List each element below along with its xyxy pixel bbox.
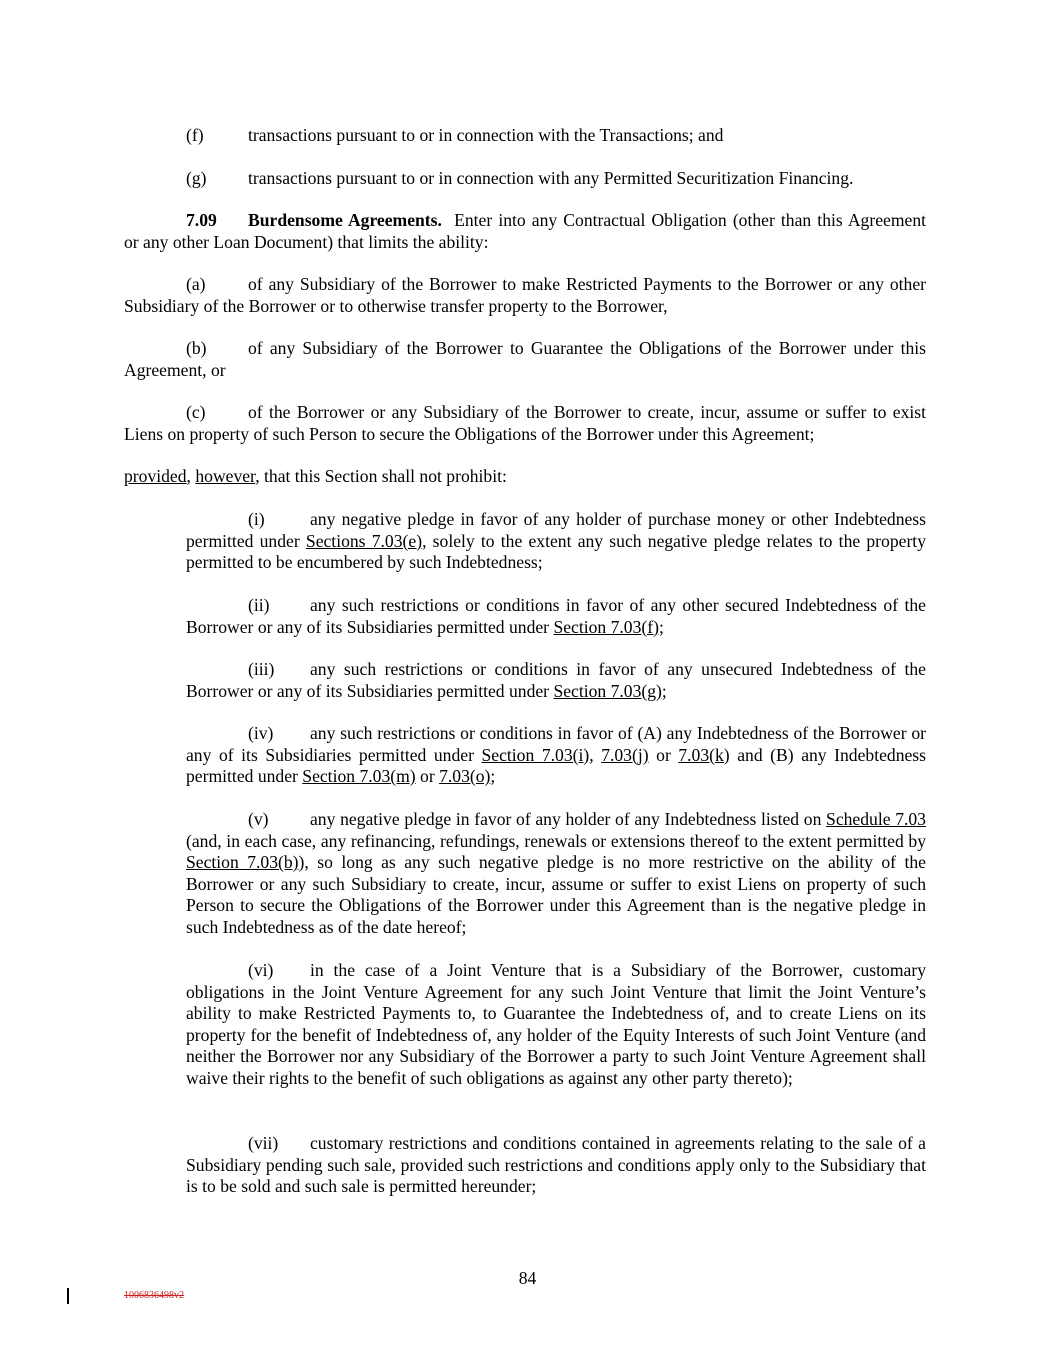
exception-iii — [186, 659, 926, 702]
exception-text: ; — [658, 616, 664, 637]
exception-text: in the case of a Joint Venture that is a Subsidiary of the Borrower, customary obligations in the Joint Venture Agreement for any such Joint Venture that limit the Joint Venture’s ability to make Restricted Payments to, to Guarantee the Indebtedness of, and to create Liens on its property for the benefit of Indebtedness of, any holder of the Equity Interests of such Joint Venture (and neither the Borrower nor any Subsidiary of the Borrower a party to such Joint Venture Agreement shall waive their rights to the benefit of such obligations as against any other party thereto); — [186, 960, 926, 1088]
proviso-provided: provided — [124, 466, 187, 486]
exception-iv — [186, 723, 926, 788]
clause-text: of the Borrower or any Subsidiary of the Borrower to create, incur, assume or suffer to exist Liens on property of such Person to secure the Obligations of the Borrower under this Agreement; — [124, 402, 926, 444]
exception-label: (iii) — [248, 659, 275, 679]
exception-vi — [186, 960, 926, 1090]
clause-text: of any Subsidiary of the Borrower to make Restricted Payments to the Borrower or any other Subsidiary of the Borrower or to otherwise transfer property to the Borrower, — [124, 274, 926, 316]
exception-text: any negative pledge in favor of any holder of any Indebtedness listed on — [310, 809, 827, 829]
item-f — [124, 125, 926, 147]
section-7-09 — [124, 210, 926, 253]
proviso-sep: , — [186, 466, 196, 486]
exception-text: or — [648, 744, 679, 765]
exception-text: and (B) any Indebtedness permitted under — [186, 744, 926, 787]
page-number: 84 — [518, 1268, 537, 1288]
section-reference: Section 7.03(m) — [302, 766, 416, 787]
clause-label: (b) — [186, 338, 207, 358]
exception-label: (v) — [248, 809, 269, 829]
clause-b — [124, 338, 926, 381]
item-g — [124, 168, 926, 190]
clause-text: of any Subsidiary of the Borrower to Guarantee the Obligations of the Borrower under this Agreement, or — [124, 338, 926, 380]
section-reference: 7.03(j) — [601, 744, 649, 765]
exception-text: any such restrictions or conditions in favor of any other secured Indebtedness of the Borrower or any of its Subsidiaries permitted under — [186, 595, 926, 637]
clause-a — [124, 274, 926, 317]
proviso-rest: , that this Section shall not prohibit: — [255, 466, 507, 486]
clause-label: (a) — [186, 274, 206, 294]
item-label: (f) — [186, 125, 204, 145]
section-title: Burdensome Agreements. — [248, 210, 442, 230]
item-text: transactions pursuant to or in connection with any Permitted Securitization Financing. — [248, 168, 854, 188]
exception-label: (ii) — [248, 595, 270, 615]
exception-label: (i) — [248, 509, 265, 529]
exception-text: ), so long as any such negative pledge is no more restrictive on the ability of the Borrower or any such Subsidiary to create, incur, assume or suffer to exist Liens on property of such Person to secure the Obligations of the Borrower under this Agreement than is the negative pledge in such Indebtedness as of the date hereof; — [186, 852, 926, 937]
exception-text: or — [415, 766, 440, 787]
exception-text: any such restrictions or conditions in favor of (A) any Indebtedness of the Borrower or any of its Subsidiaries permitted under — [186, 723, 926, 765]
section-number: 7.09 — [186, 210, 217, 230]
exception-text: ; — [661, 680, 667, 701]
section-reference: 7.03(o) — [439, 766, 491, 787]
section-intro: Enter into any Contractual Obligation (other than this Agreement or any other Loan Document) that limits the ability: — [124, 210, 927, 252]
exception-text: , — [589, 744, 602, 765]
section-reference: Section 7.03(b) — [186, 852, 299, 873]
exception-label: (iv) — [248, 723, 274, 743]
exception-v — [186, 809, 926, 939]
exception-text: ; — [490, 766, 496, 787]
exception-text: any negative pledge in favor of any holder of purchase money or other Indebtedness permitted under — [186, 509, 926, 551]
exception-text: customary restrictions and conditions contained in agreements relating to the sale of a Subsidiary pending such sale, provided such restrictions and conditions apply only to the Subsidiary that is to be sold and such sale is permitted hereunder; — [186, 1133, 926, 1197]
exception-label: (vi) — [248, 960, 274, 980]
proviso — [124, 466, 926, 488]
section-reference: 7.03(k) — [678, 744, 730, 765]
clause-label: (c) — [186, 402, 206, 422]
exception-text: any such restrictions or conditions in favor of any unsecured Indebtedness of the Borrower or any of its Subsidiaries permitted under — [186, 659, 926, 701]
document-id: 1006836498v2 — [124, 1290, 184, 1301]
section-reference: Sections 7.03(e) — [305, 530, 423, 551]
section-reference: Section 7.03(g) — [553, 680, 662, 701]
section-reference: Section 7.03(f) — [553, 616, 659, 637]
exception-text: (and, in each case, any refinancing, refundings, renewals or extensions thereof to the extent permitted by — [186, 830, 926, 851]
section-reference: Section 7.03(i) — [481, 744, 590, 765]
revision-bar — [67, 1288, 69, 1304]
exception-text: , solely to the extent any such negative pledge relates to the property permitted to be encumbered by such Indebtedness; — [186, 530, 926, 573]
clause-c — [124, 402, 926, 445]
item-text: transactions pursuant to or in connection with the Transactions; and — [248, 125, 724, 145]
schedule-reference: Schedule 7.03 — [826, 809, 926, 829]
exception-ii — [186, 595, 926, 638]
item-label: (g) — [186, 168, 207, 188]
exception-i — [186, 509, 926, 574]
exception-label: (vii) — [248, 1133, 279, 1153]
proviso-however: however — [195, 466, 256, 486]
exception-vii — [186, 1133, 926, 1198]
